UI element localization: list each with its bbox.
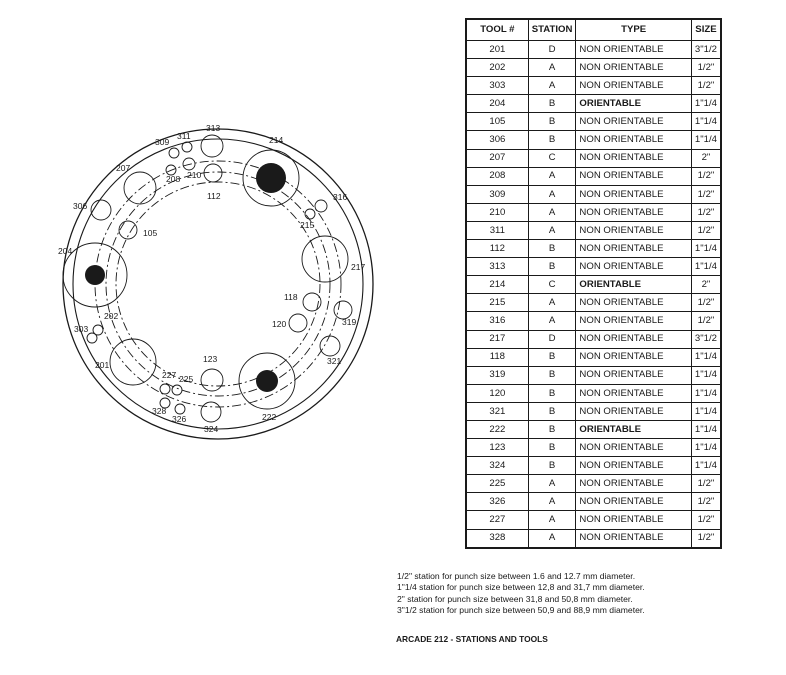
cell-station: B bbox=[528, 240, 576, 258]
cell-size: 1"1/4 bbox=[691, 95, 721, 113]
table-row bbox=[466, 149, 721, 167]
cell-type: NON ORIENTABLE bbox=[576, 113, 692, 131]
station-309-label: 309 bbox=[155, 137, 170, 147]
station-311-label: 311 bbox=[177, 131, 191, 141]
cell-station: A bbox=[528, 77, 576, 95]
table-row bbox=[466, 221, 721, 239]
cell-station: C bbox=[528, 149, 576, 167]
cell-station: B bbox=[528, 95, 576, 113]
turret-inner-rim bbox=[73, 139, 366, 429]
track-middle bbox=[106, 172, 330, 396]
cell-station: B bbox=[528, 258, 576, 276]
note-line: 3"1/2 station for punch size between 50,9 and 88,9 mm diameter. bbox=[397, 605, 645, 616]
table-row bbox=[466, 384, 721, 402]
cell-station: B bbox=[528, 113, 576, 131]
station-321-label: 321 bbox=[327, 356, 342, 366]
cell-tool: 324 bbox=[466, 457, 528, 475]
station-120-label: 120 bbox=[272, 319, 287, 329]
station-309-circle bbox=[169, 148, 179, 158]
station-123-label: 123 bbox=[203, 354, 218, 364]
cell-station: B bbox=[528, 402, 576, 420]
station-118-label: 118 bbox=[284, 292, 298, 302]
cell-station: B bbox=[528, 348, 576, 366]
cell-size: 1/2" bbox=[691, 312, 721, 330]
station-303-circle bbox=[87, 333, 97, 343]
table-row bbox=[466, 475, 721, 493]
station-319-label: 319 bbox=[342, 317, 357, 327]
station-313-label: 313 bbox=[206, 123, 221, 133]
station-306-label: 306 bbox=[73, 201, 88, 211]
cell-size: 1"1/4 bbox=[691, 384, 721, 402]
cell-station: C bbox=[528, 276, 576, 294]
station-214-orientable-die bbox=[256, 163, 286, 193]
cell-type: NON ORIENTABLE bbox=[576, 167, 692, 185]
station-225-circle bbox=[172, 385, 182, 395]
table-row bbox=[466, 276, 721, 294]
tools-table bbox=[465, 18, 722, 549]
table-row bbox=[466, 402, 721, 420]
note-line: 2" station for punch size between 31,8 and 50,8 mm diameter. bbox=[397, 593, 633, 604]
station-210-label: 210 bbox=[187, 170, 202, 180]
cell-size: 1/2" bbox=[691, 294, 721, 312]
cell-tool: 319 bbox=[466, 366, 528, 384]
cell-tool: 207 bbox=[466, 149, 528, 167]
table-row bbox=[466, 294, 721, 312]
cell-station: A bbox=[528, 185, 576, 203]
cell-size: 1"1/4 bbox=[691, 131, 721, 149]
station-324-label: 324 bbox=[204, 424, 219, 434]
table-row bbox=[466, 185, 721, 203]
table-body bbox=[466, 41, 721, 548]
cell-type: ORIENTABLE bbox=[576, 95, 692, 113]
cell-station: A bbox=[528, 221, 576, 239]
table-row bbox=[466, 529, 721, 548]
cell-tool: 316 bbox=[466, 312, 528, 330]
turret-outer-rim bbox=[63, 129, 373, 439]
cell-type: ORIENTABLE bbox=[576, 276, 692, 294]
cell-station: D bbox=[528, 41, 576, 59]
cell-type: NON ORIENTABLE bbox=[576, 41, 692, 59]
station-324-circle bbox=[201, 402, 221, 422]
cell-type: ORIENTABLE bbox=[576, 420, 692, 438]
cell-tool: 303 bbox=[466, 77, 528, 95]
cell-tool: 326 bbox=[466, 493, 528, 511]
table-row bbox=[466, 511, 721, 529]
cell-station: B bbox=[528, 420, 576, 438]
cell-tool: 201 bbox=[466, 41, 528, 59]
cell-type: NON ORIENTABLE bbox=[576, 59, 692, 77]
table-row bbox=[466, 258, 721, 276]
table-row bbox=[466, 439, 721, 457]
cell-type: NON ORIENTABLE bbox=[576, 493, 692, 511]
cell-station: A bbox=[528, 312, 576, 330]
station-326-label: 326 bbox=[172, 414, 187, 424]
station-311-circle bbox=[182, 142, 192, 152]
cell-tool: 227 bbox=[466, 511, 528, 529]
cell-tool: 215 bbox=[466, 294, 528, 312]
station-303-label: 303 bbox=[74, 324, 89, 334]
station-328-label: 328 bbox=[152, 406, 167, 416]
cell-type: NON ORIENTABLE bbox=[576, 384, 692, 402]
table-row bbox=[466, 366, 721, 384]
cell-size: 1/2" bbox=[691, 77, 721, 95]
cell-tool: 210 bbox=[466, 203, 528, 221]
table-row bbox=[466, 348, 721, 366]
cell-type: NON ORIENTABLE bbox=[576, 294, 692, 312]
cell-size: 1/2" bbox=[691, 511, 721, 529]
cell-type: NON ORIENTABLE bbox=[576, 77, 692, 95]
cell-station: B bbox=[528, 457, 576, 475]
cell-size: 1"1/4 bbox=[691, 240, 721, 258]
cell-station: D bbox=[528, 330, 576, 348]
cell-station: A bbox=[528, 167, 576, 185]
cell-type: NON ORIENTABLE bbox=[576, 439, 692, 457]
cell-station: A bbox=[528, 475, 576, 493]
cell-size: 1/2" bbox=[691, 203, 721, 221]
cell-tool: 123 bbox=[466, 439, 528, 457]
cell-type: NON ORIENTABLE bbox=[576, 258, 692, 276]
turret-diagram bbox=[0, 0, 470, 470]
cell-size: 1/2" bbox=[691, 475, 721, 493]
table-header-row bbox=[466, 19, 721, 41]
station-120-circle bbox=[289, 314, 307, 332]
cell-tool: 112 bbox=[466, 240, 528, 258]
cell-tool: 202 bbox=[466, 59, 528, 77]
station-225-label: 225 bbox=[179, 374, 194, 384]
cell-tool: 222 bbox=[466, 420, 528, 438]
cell-size: 1/2" bbox=[691, 221, 721, 239]
cell-type: NON ORIENTABLE bbox=[576, 203, 692, 221]
cell-type: NON ORIENTABLE bbox=[576, 131, 692, 149]
cell-size: 1/2" bbox=[691, 529, 721, 548]
cell-size: 1"1/4 bbox=[691, 457, 721, 475]
table-row bbox=[466, 420, 721, 438]
station-222-label: 222 bbox=[262, 412, 277, 422]
cell-station: B bbox=[528, 131, 576, 149]
table-row bbox=[466, 77, 721, 95]
station-204-label: 204 bbox=[58, 246, 73, 256]
cell-size: 2" bbox=[691, 149, 721, 167]
station-204-orientable-die bbox=[85, 265, 105, 285]
cell-type: NON ORIENTABLE bbox=[576, 348, 692, 366]
station-201-label: 201 bbox=[95, 360, 110, 370]
cell-type: NON ORIENTABLE bbox=[576, 149, 692, 167]
cell-size: 1"1/4 bbox=[691, 348, 721, 366]
cell-station: B bbox=[528, 384, 576, 402]
cell-station: B bbox=[528, 439, 576, 457]
cell-size: 1/2" bbox=[691, 185, 721, 203]
station-222-orientable-die bbox=[256, 370, 278, 392]
table-row bbox=[466, 457, 721, 475]
cell-type: NON ORIENTABLE bbox=[576, 312, 692, 330]
station-208-label: 208 bbox=[166, 174, 181, 184]
table-row bbox=[466, 312, 721, 330]
note-line: 1/2" station for punch size between 1.6 and 12.7 mm diameter. bbox=[397, 571, 636, 581]
cell-tool: 120 bbox=[466, 384, 528, 402]
cell-type: NON ORIENTABLE bbox=[576, 511, 692, 529]
station-227-circle bbox=[160, 384, 170, 394]
cell-size: 1"1/4 bbox=[691, 113, 721, 131]
table-row bbox=[466, 240, 721, 258]
station-207-label: 207 bbox=[116, 163, 131, 173]
cell-station: A bbox=[528, 203, 576, 221]
table-row bbox=[466, 493, 721, 511]
table-row bbox=[466, 131, 721, 149]
station-202-label: 202 bbox=[104, 311, 119, 321]
station-313-circle bbox=[201, 135, 223, 157]
cell-size: 1/2" bbox=[691, 59, 721, 77]
cell-tool: 118 bbox=[466, 348, 528, 366]
cell-size: 1"1/4 bbox=[691, 420, 721, 438]
cell-size: 1/2" bbox=[691, 167, 721, 185]
cell-type: NON ORIENTABLE bbox=[576, 457, 692, 475]
cell-tool: 306 bbox=[466, 131, 528, 149]
table-row bbox=[466, 167, 721, 185]
station-217-label: 217 bbox=[351, 262, 366, 272]
header-type: TYPE bbox=[576, 19, 692, 41]
cell-station: A bbox=[528, 493, 576, 511]
cell-size: 1"1/4 bbox=[691, 402, 721, 420]
station-size-notes bbox=[397, 571, 645, 617]
station-215-label: 215 bbox=[300, 220, 315, 230]
table-row bbox=[466, 59, 721, 77]
cell-station: B bbox=[528, 366, 576, 384]
cell-size: 1"1/4 bbox=[691, 439, 721, 457]
cell-tool: 208 bbox=[466, 167, 528, 185]
station-201-circle bbox=[110, 339, 156, 385]
table-row bbox=[466, 95, 721, 113]
cell-size: 3"1/2 bbox=[691, 41, 721, 59]
cell-type: NON ORIENTABLE bbox=[576, 240, 692, 258]
cell-size: 1"1/4 bbox=[691, 366, 721, 384]
station-112-label: 112 bbox=[207, 191, 221, 201]
station-215-circle bbox=[305, 209, 315, 219]
station-214-label: 214 bbox=[269, 135, 284, 145]
station-316-circle bbox=[315, 200, 327, 212]
station-326-circle bbox=[175, 404, 185, 414]
cell-type: NON ORIENTABLE bbox=[576, 529, 692, 548]
cell-tool: 217 bbox=[466, 330, 528, 348]
station-316-label: 316 bbox=[333, 192, 348, 202]
station-207-circle bbox=[124, 172, 156, 204]
cell-size: 1/2" bbox=[691, 493, 721, 511]
cell-station: A bbox=[528, 511, 576, 529]
cell-station: A bbox=[528, 294, 576, 312]
header-size: SIZE bbox=[691, 19, 721, 41]
tools-table-container bbox=[465, 18, 722, 549]
cell-type: NON ORIENTABLE bbox=[576, 185, 692, 203]
cell-tool: 328 bbox=[466, 529, 528, 548]
note-line: 1"1/4 station for punch size between 12,8 and 31,7 mm diameter. bbox=[397, 582, 645, 593]
table-row bbox=[466, 203, 721, 221]
station-210-circle bbox=[183, 158, 195, 170]
cell-station: A bbox=[528, 59, 576, 77]
cell-type: NON ORIENTABLE bbox=[576, 330, 692, 348]
station-105-label: 105 bbox=[143, 228, 158, 238]
cell-type: NON ORIENTABLE bbox=[576, 475, 692, 493]
cell-size: 1"1/4 bbox=[691, 258, 721, 276]
cell-type: NON ORIENTABLE bbox=[576, 221, 692, 239]
station-217-circle bbox=[302, 236, 348, 282]
cell-tool: 309 bbox=[466, 185, 528, 203]
track-inner bbox=[116, 182, 320, 386]
figure-caption: ARCADE 212 - STATIONS AND TOOLS bbox=[396, 634, 548, 644]
station-123-circle bbox=[201, 369, 223, 391]
cell-station: A bbox=[528, 529, 576, 548]
station-321-circle bbox=[320, 336, 340, 356]
header-station: STATION bbox=[528, 19, 576, 41]
cell-tool: 321 bbox=[466, 402, 528, 420]
station-306-circle bbox=[91, 200, 111, 220]
table-row bbox=[466, 330, 721, 348]
station-227-label: 227 bbox=[162, 370, 177, 380]
cell-tool: 313 bbox=[466, 258, 528, 276]
header-tool: TOOL # bbox=[466, 19, 528, 41]
cell-type: NON ORIENTABLE bbox=[576, 366, 692, 384]
cell-tool: 105 bbox=[466, 113, 528, 131]
cell-size: 3"1/2 bbox=[691, 330, 721, 348]
table-row bbox=[466, 113, 721, 131]
cell-size: 2" bbox=[691, 276, 721, 294]
cell-tool: 214 bbox=[466, 276, 528, 294]
cell-type: NON ORIENTABLE bbox=[576, 402, 692, 420]
cell-tool: 204 bbox=[466, 95, 528, 113]
table-row bbox=[466, 41, 721, 59]
cell-tool: 225 bbox=[466, 475, 528, 493]
cell-tool: 311 bbox=[466, 221, 528, 239]
